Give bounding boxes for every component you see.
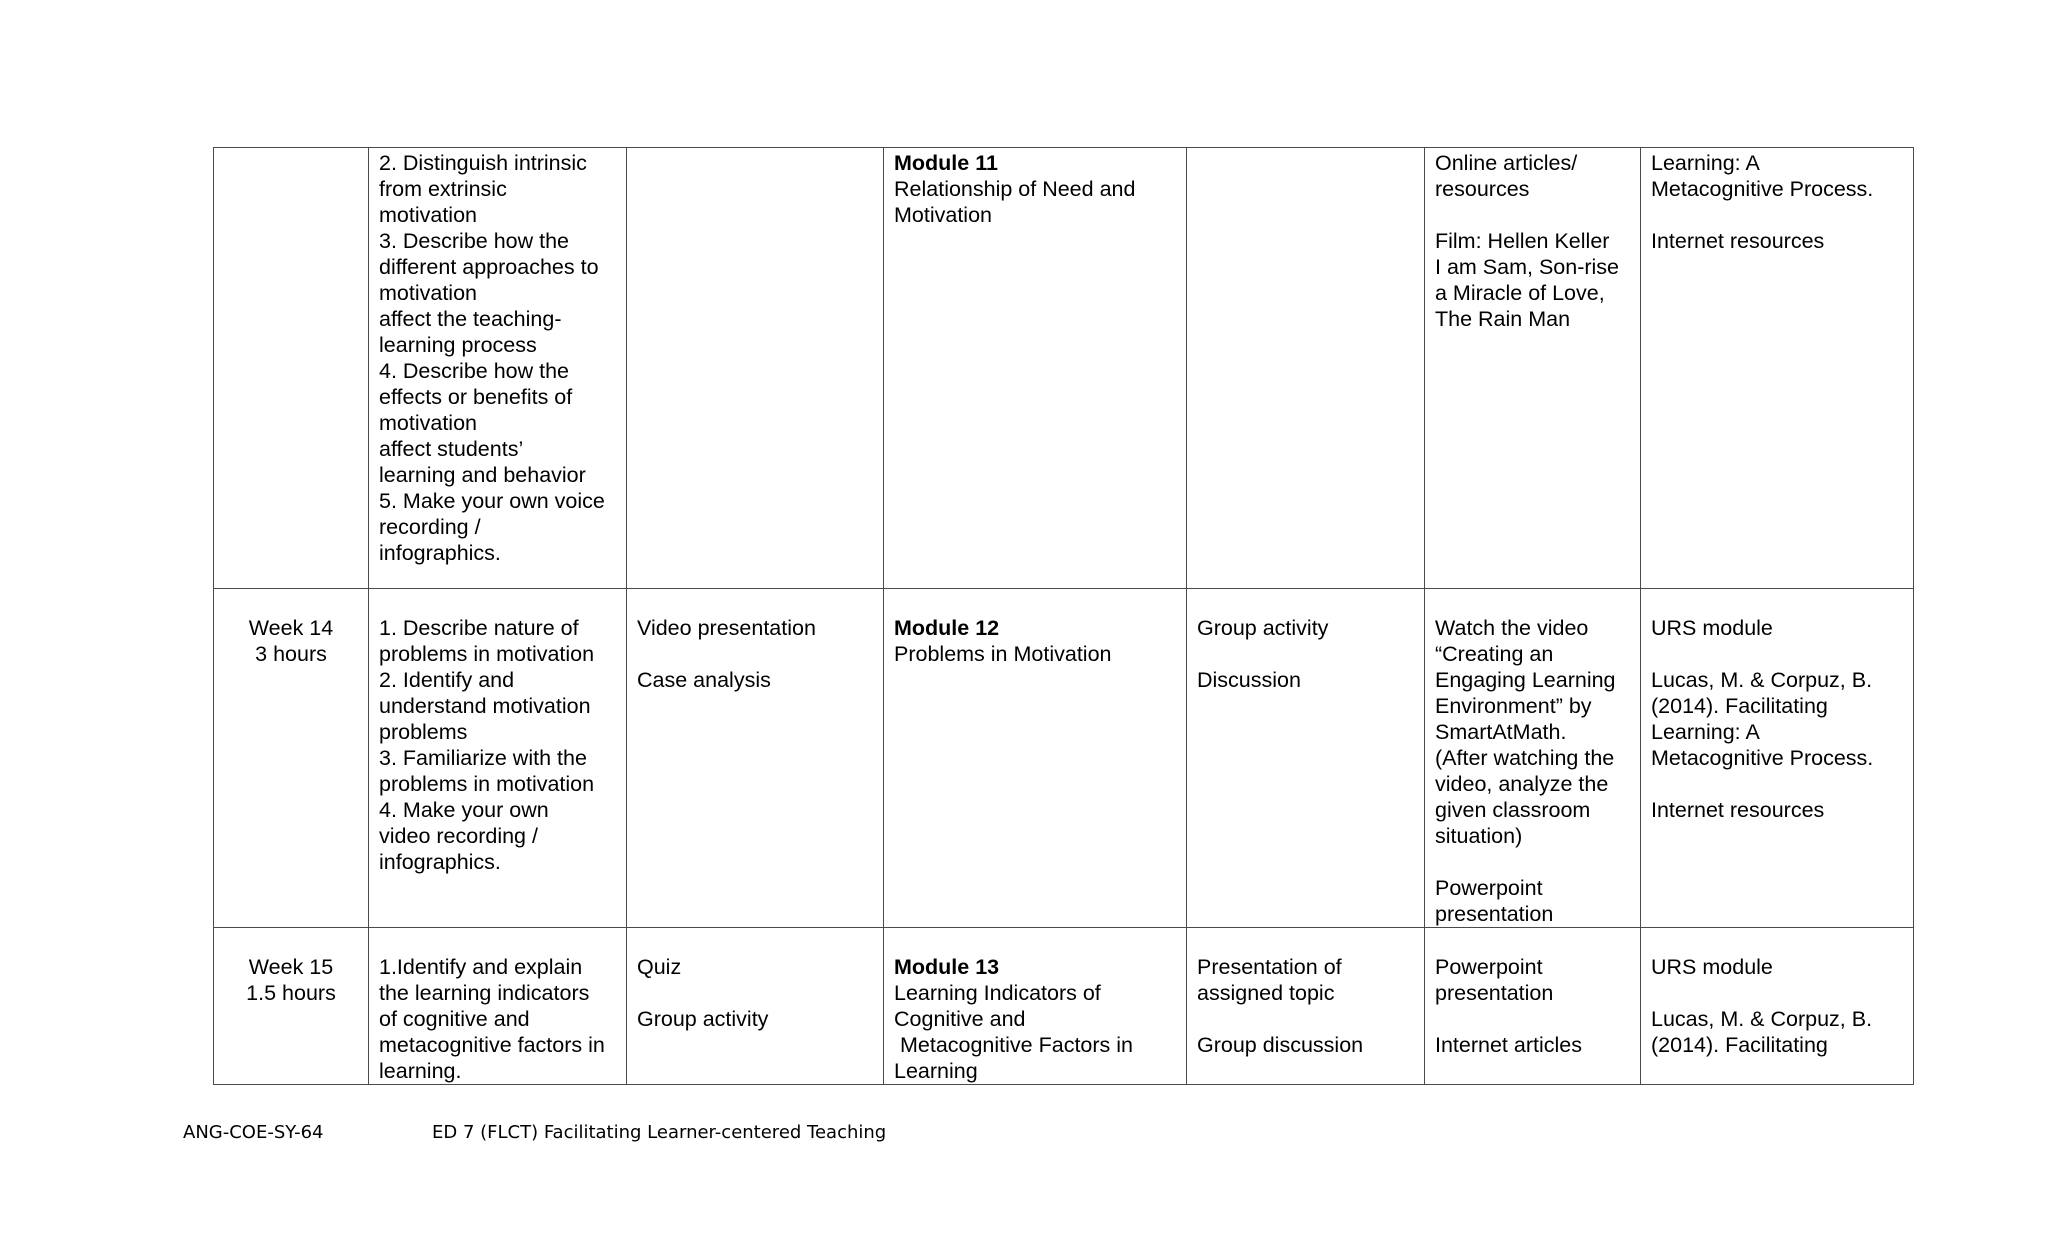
cell-line: Lucas, M. & Corpuz, B. xyxy=(1651,668,1873,692)
cell-line: 4. Make your own xyxy=(379,798,549,822)
module-topic xyxy=(894,641,1176,667)
references-cell xyxy=(1641,148,1914,589)
cell-line: presentation xyxy=(1435,981,1554,1005)
cell-line: I am Sam, Son-rise xyxy=(1435,255,1619,279)
blank-line xyxy=(637,980,873,1006)
module-cell xyxy=(884,928,1187,1085)
cell-line: Environment” by xyxy=(1435,694,1592,718)
objectives-cell xyxy=(369,928,627,1085)
cell-line: motivation xyxy=(379,411,477,435)
cell-line: Group discussion xyxy=(1197,1033,1364,1057)
activities-cell xyxy=(1187,928,1425,1085)
blank-line xyxy=(1435,849,1630,875)
table-row-week-15 xyxy=(214,928,1914,1085)
cell-line: Internet resources xyxy=(1651,229,1825,253)
cell-line: given classroom xyxy=(1435,798,1591,822)
cell-line: Internet articles xyxy=(1435,1033,1582,1057)
blank-line xyxy=(1651,202,1903,228)
cell-line: Video presentation xyxy=(637,616,816,640)
materials-cell xyxy=(1425,928,1641,1085)
cell-line: Engaging Learning xyxy=(1435,668,1616,692)
cell-line: understand motivation xyxy=(379,694,591,718)
references-cell xyxy=(1641,589,1914,928)
objectives-cell xyxy=(369,148,627,589)
cell-line: 1.Identify and explain xyxy=(379,955,583,979)
cell-line: problems xyxy=(379,720,468,744)
cell-line: Learning: A xyxy=(1651,720,1760,744)
table-row-week-13-continued xyxy=(214,148,1914,589)
module-title: Module 13 xyxy=(894,955,1000,979)
activities-cell xyxy=(1187,148,1425,589)
table-row-week-14 xyxy=(214,589,1914,928)
cell-line: Week 14 xyxy=(248,616,334,640)
cell-line: learning process xyxy=(379,333,537,357)
cell-line: Watch the video xyxy=(1435,616,1589,640)
cell-line: video recording / xyxy=(379,824,538,848)
cell-line: from extrinsic xyxy=(379,177,507,201)
cell-line: 1. Describe nature of xyxy=(379,616,579,640)
cell-line: 4. Describe how the xyxy=(379,359,570,383)
course-title: ED 7 (FLCT) Facilitating Learner-centered Teaching xyxy=(432,1122,887,1143)
cell-line: (After watching the xyxy=(1435,746,1615,770)
materials-cell xyxy=(1425,589,1641,928)
document-code: ANG-COE-SY-64 xyxy=(183,1122,324,1143)
cell-line: Cognitive and xyxy=(894,1007,1026,1031)
cell-line: 3 hours xyxy=(255,642,327,666)
cell-line: (2014). Facilitating xyxy=(1651,1033,1828,1057)
cell-line: Learning xyxy=(894,1059,978,1083)
activities-cell xyxy=(1187,589,1425,928)
cell-line: Group activity xyxy=(637,1007,769,1031)
module-cell xyxy=(884,589,1187,928)
cell-line: 5. Make your own voice xyxy=(379,489,605,513)
cell-line: different approaches to xyxy=(379,255,599,279)
cell-line: affect students’ xyxy=(379,437,524,461)
cell-line: Learning Indicators of xyxy=(894,981,1101,1005)
cell-line: Motivation xyxy=(894,203,992,227)
module-topic xyxy=(894,176,1176,228)
cell-line: (2014). Facilitating xyxy=(1651,694,1828,718)
strategies-cell xyxy=(627,589,884,928)
cell-line: situation) xyxy=(1435,824,1523,848)
cell-line: affect the teaching- xyxy=(379,307,562,331)
cell-line: Group activity xyxy=(1197,616,1329,640)
references-cell xyxy=(1641,928,1914,1085)
cell-line: Metacognitive Process. xyxy=(1651,177,1874,201)
cell-line: The Rain Man xyxy=(1435,307,1571,331)
cell-line: Online articles/ xyxy=(1435,151,1578,175)
cell-line: URS module xyxy=(1651,955,1773,979)
cell-line: 1.5 hours xyxy=(246,981,336,1005)
cell-line: “Creating an xyxy=(1435,642,1554,666)
cell-line: learning and behavior xyxy=(379,463,586,487)
cell-line: Lucas, M. & Corpuz, B. xyxy=(1651,1007,1873,1031)
cell-line: 2. Identify and xyxy=(379,668,515,692)
syllabus-table xyxy=(213,147,1914,1085)
cell-line: of cognitive and xyxy=(379,1007,530,1031)
cell-line: 3. Familiarize with the xyxy=(379,746,587,770)
cell-line: Presentation of xyxy=(1197,955,1342,979)
cell-line: Powerpoint xyxy=(1435,955,1543,979)
cell-line: Week 15 xyxy=(248,955,334,979)
blank-line xyxy=(637,641,873,667)
cell-line: Metacognitive Process. xyxy=(1651,746,1874,770)
week-cell xyxy=(214,148,369,589)
cell-line: motivation xyxy=(379,203,477,227)
week-cell xyxy=(214,589,369,928)
blank-line xyxy=(1651,641,1903,667)
cell-line: URS module xyxy=(1651,616,1773,640)
cell-line: metacognitive factors in xyxy=(379,1033,605,1057)
cell-line: problems in motivation xyxy=(379,642,595,666)
cell-line: Metacognitive Factors in xyxy=(894,1033,1133,1057)
cell-line: SmartAtMath. xyxy=(1435,720,1567,744)
cell-line: Learning: A xyxy=(1651,151,1760,175)
cell-line: Problems in Motivation xyxy=(894,642,1112,666)
cell-line: effects or benefits of xyxy=(379,385,573,409)
objectives-cell xyxy=(369,589,627,928)
strategies-cell xyxy=(627,928,884,1085)
cell-line: assigned topic xyxy=(1197,981,1335,1005)
strategies-cell xyxy=(627,148,884,589)
cell-line: infographics. xyxy=(379,850,501,874)
cell-line: 3. Describe how the xyxy=(379,229,570,253)
cell-line: 2. Distinguish intrinsic xyxy=(379,151,587,175)
module-title: Module 11 xyxy=(894,151,998,175)
cell-line: the learning indicators xyxy=(379,981,590,1005)
materials-cell xyxy=(1425,148,1641,589)
cell-line: video, analyze the xyxy=(1435,772,1609,796)
cell-line: Discussion xyxy=(1197,668,1301,692)
blank-line xyxy=(1197,1006,1414,1032)
cell-line: Powerpoint xyxy=(1435,876,1543,900)
cell-line: Quiz xyxy=(637,955,682,979)
blank-line xyxy=(1651,771,1903,797)
cell-line: motivation xyxy=(379,281,477,305)
module-cell xyxy=(884,148,1187,589)
blank-line xyxy=(1197,641,1414,667)
module-title: Module 12 xyxy=(894,616,1000,640)
cell-line: Relationship of Need and xyxy=(894,177,1136,201)
cell-line: infographics. xyxy=(379,541,501,565)
blank-line xyxy=(1651,980,1903,1006)
blank-line xyxy=(1435,1006,1630,1032)
cell-line: Film: Hellen Keller xyxy=(1435,229,1610,253)
cell-line: learning. xyxy=(379,1059,462,1083)
cell-line: presentation xyxy=(1435,902,1554,926)
cell-line: Internet resources xyxy=(1651,798,1825,822)
week-cell xyxy=(214,928,369,1085)
cell-line: resources xyxy=(1435,177,1530,201)
cell-line: a Miracle of Love, xyxy=(1435,281,1605,305)
module-topic xyxy=(894,980,1176,1084)
cell-line: Case analysis xyxy=(637,668,771,692)
cell-line: problems in motivation xyxy=(379,772,595,796)
blank-line xyxy=(1435,202,1630,228)
cell-line: recording / xyxy=(379,515,481,539)
